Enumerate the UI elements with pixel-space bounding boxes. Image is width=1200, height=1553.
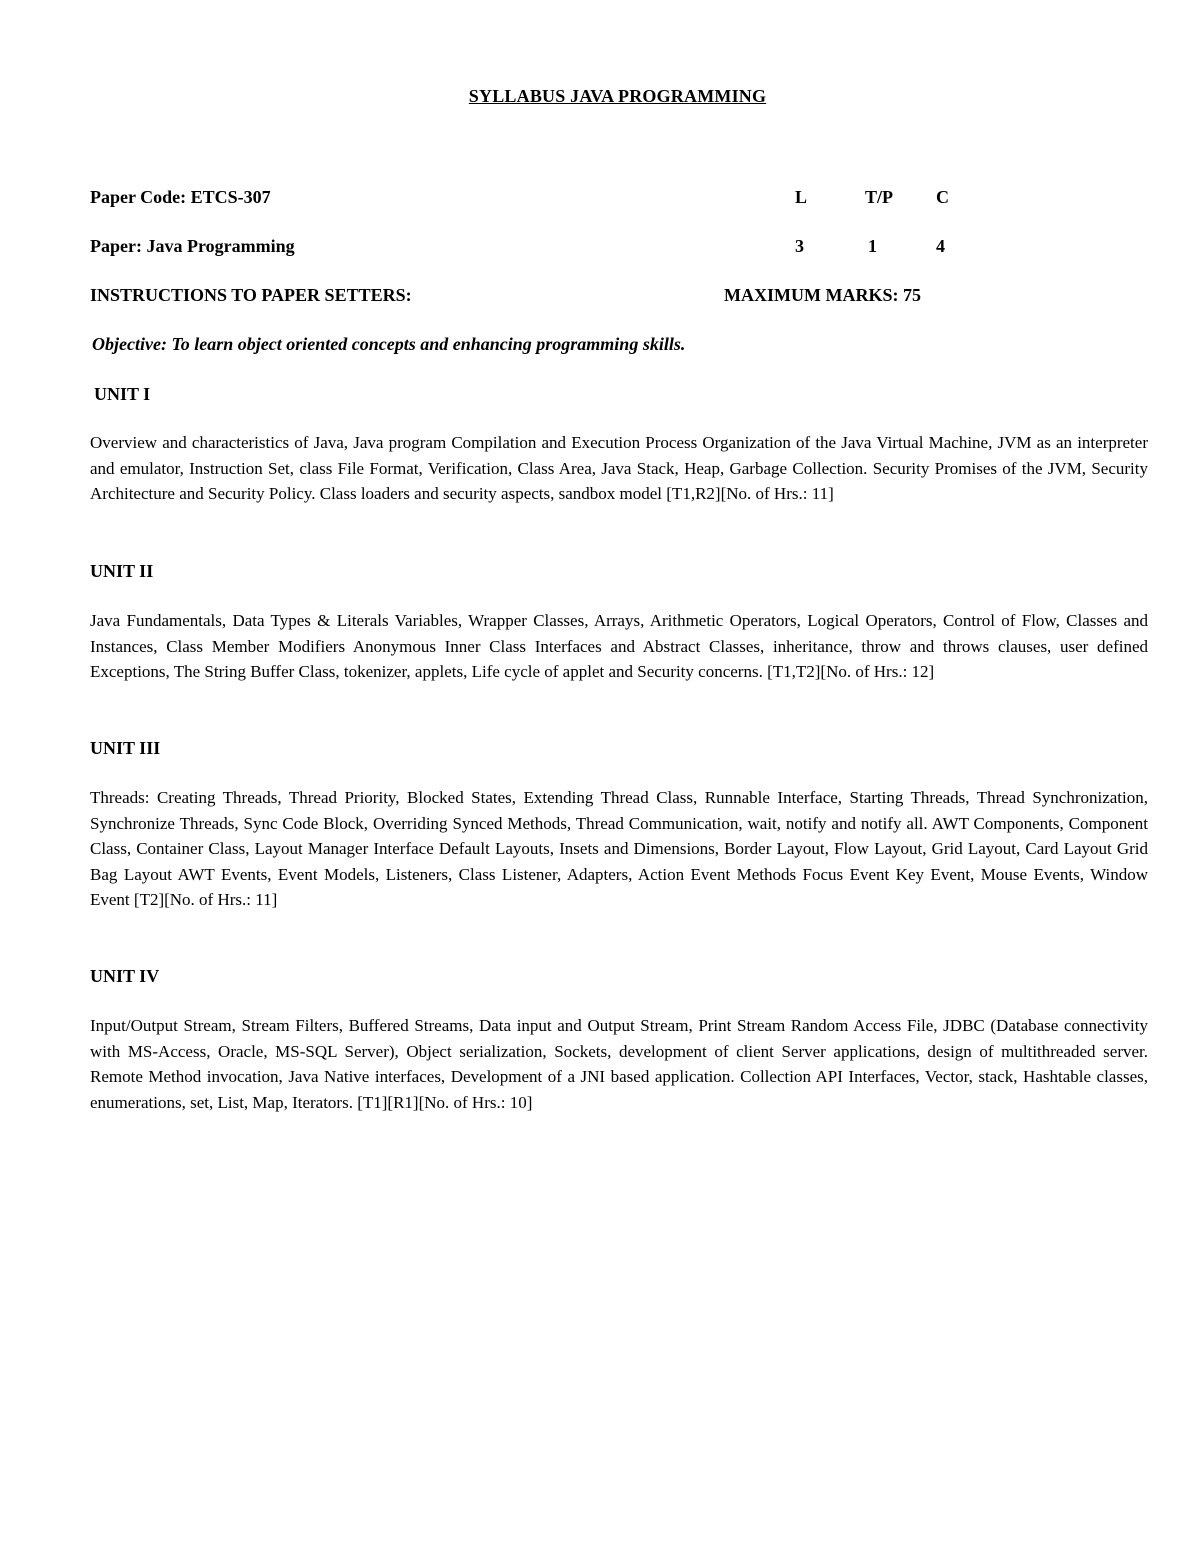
unit-3-body: Threads: Creating Threads, Thread Priority, Blocked States, Extending Thread Class, Runnable Interface, Starting Threads, Thread Synchronization, Synchronize Threads, Sync Code Block, Overriding Synced Methods, Thread Communication, wait, notify and notify all. AWT Components, Component Class, Container Class, Layout Manager Interface Default Layouts, Insets and Dimensions, Border Layout, Flow Layout, Grid Layout, Card Layout Grid Bag Layout AWT Events, Event Models, Listeners, Class Listener, Adapters, Action Event Methods Focus Event Key Event, Mouse Events, Window Event [T2][No. of Hrs.: 11] xyxy=(90,788,1148,910)
unit-2-heading: UNIT II xyxy=(90,561,154,581)
instructions-heading: INSTRUCTIONS TO PAPER SETTERS: xyxy=(90,285,412,305)
paper-name: Paper: Java Programming xyxy=(90,236,295,256)
unit-4-heading: UNIT IV xyxy=(90,966,160,986)
col-c-header: C xyxy=(936,187,949,207)
col-l-value: 3 xyxy=(795,236,804,256)
unit-2-body: Java Fundamentals, Data Types & Literals Variables, Wrapper Classes, Arrays, Arithmetic Operators, Logical Operators, Control of Flow, Classes and Instances, Class Member Modifiers Anonymous Inner Class Interfaces and Abstract Classes, inheritance, throw and throws clauses, user defined Exceptions, The String Buffer Class, tokenizer, applets, Life cycle of applet and Security concerns. [T1,T2][No. of Hrs.: 12] xyxy=(90,611,1148,682)
paper-code: Paper Code: ETCS-307 xyxy=(90,187,271,207)
unit-4-body: Input/Output Stream, Stream Filters, Buffered Streams, Data input and Output Stream, Print Stream Random Access File, JDBC (Database connectivity with MS-Access, Oracle, MS-SQL Server), Object serialization, Sockets, development of client Server applications, design of multithreaded server. Remote Method invocation, Java Native interfaces, Development of a JNI based application. Collection API Interfaces, Vector, stack, Hashtable classes, enumerations, set, List, Map, Iterators. [T1][R1][No. of Hrs.: 10] xyxy=(90,1016,1148,1112)
col-l-header: L xyxy=(795,187,808,207)
unit-1-heading: UNIT I xyxy=(94,384,151,404)
page-title: SYLLABUS JAVA PROGRAMMING xyxy=(468,86,767,106)
maximum-marks: MAXIMUM MARKS: 75 xyxy=(724,285,921,305)
col-tp-header: T/P xyxy=(865,187,894,207)
col-tp-value: 1 xyxy=(868,236,877,256)
unit-1-body: Overview and characteristics of Java, Java program Compilation and Execution Process Organization of the Java Virtual Machine, JVM as an interpreter and emulator, Instruction Set, class File Format, Verification, Class Area, Java Stack, Heap, Garbage Collection. Security Promises of the JVM, Security Architecture and Security Policy. Class loaders and security aspects, sandbox model [T1,R2][No. of Hrs.: 11] xyxy=(90,433,1148,504)
objective: Objective: To learn object oriented concepts and enhancing programming skills. xyxy=(92,334,686,354)
col-c-value: 4 xyxy=(936,236,945,256)
unit-3-heading: UNIT III xyxy=(90,738,161,758)
